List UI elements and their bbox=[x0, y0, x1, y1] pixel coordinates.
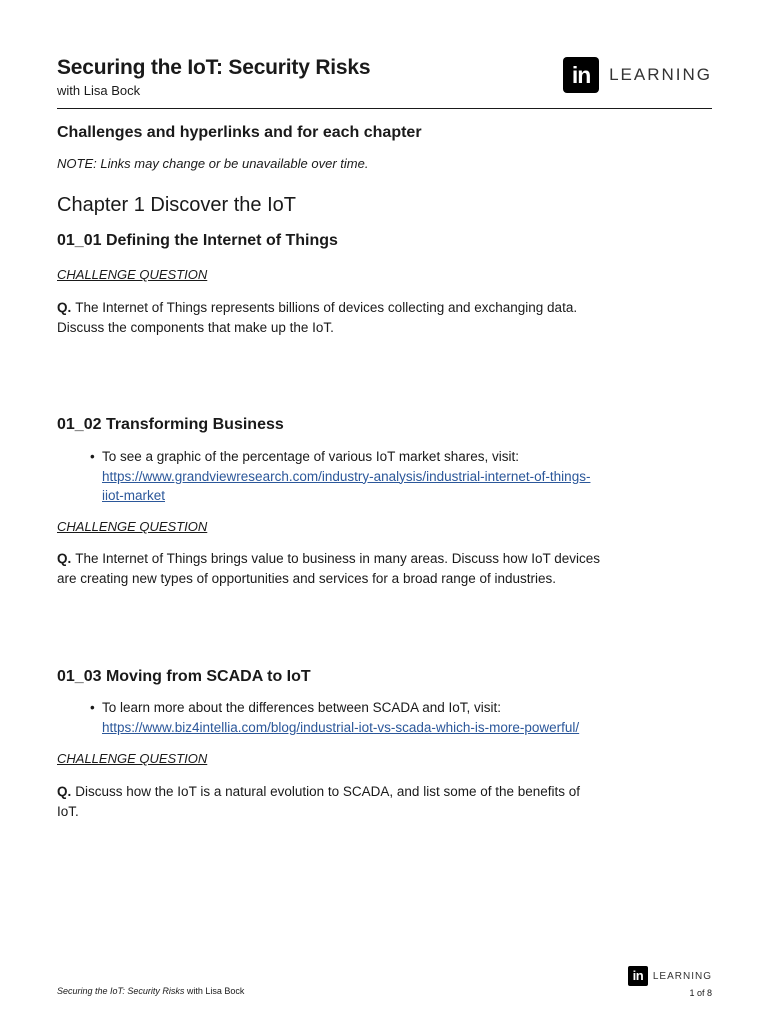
footer-author: with Lisa Bock bbox=[184, 986, 245, 996]
challenge-label: CHALLENGE QUESTION bbox=[57, 267, 208, 282]
question-text: The Internet of Things brings value to business in many areas. Discuss how IoT devices are creating new types of opportunities and services for a broad range of industries. bbox=[57, 551, 601, 586]
section-title-01-01: 01_01 Defining the Internet of Things bbox=[57, 232, 338, 249]
linkedin-in-icon: in bbox=[628, 966, 648, 986]
intro-heading: Challenges and hyperlinks and for each chapter bbox=[57, 124, 422, 141]
question-text: Discuss how the IoT is a natural evolution to SCADA, and list some of the benefits of IoT. bbox=[57, 784, 581, 819]
chapter-title: Chapter 1 Discover the IoT bbox=[57, 194, 296, 216]
page-number: 1 of 8 bbox=[689, 988, 712, 998]
bullet-text: To learn more about the differences between SCADA and IoT, visit: bbox=[102, 700, 501, 715]
document-author: with Lisa Bock bbox=[57, 83, 141, 98]
section-title-01-03: 01_03 Moving from SCADA to IoT bbox=[57, 668, 311, 685]
question-marker: Q. bbox=[57, 784, 72, 799]
challenge-label: CHALLENGE QUESTION bbox=[57, 519, 208, 534]
resource-bullet bbox=[90, 698, 610, 737]
bullet-text: To see a graphic of the percentage of various IoT market shares, visit: bbox=[102, 449, 519, 464]
challenge-label: CHALLENGE QUESTION bbox=[57, 751, 208, 766]
bullet-icon: • bbox=[90, 700, 95, 715]
question-marker: Q. bbox=[57, 300, 72, 315]
challenge-question bbox=[57, 298, 602, 337]
challenge-question bbox=[57, 782, 602, 821]
grandviewresearch-link[interactable]: https://www.grandviewresearch.com/industry-analysis/industrial-internet-of-things-iiot-market bbox=[102, 468, 591, 503]
linkedin-in-icon: in bbox=[563, 57, 599, 93]
footer-logo-wordmark: LEARNING bbox=[652, 970, 712, 982]
biz4intellia-link[interactable]: https://www.biz4intellia.com/blog/industrial-iot-vs-scada-which-is-more-powerful/ bbox=[102, 719, 580, 735]
section-title-01-02: 01_02 Transforming Business bbox=[57, 416, 284, 433]
resource-bullet bbox=[90, 447, 610, 506]
footer-course-title: Securing the IoT: Security Risks bbox=[57, 986, 185, 996]
document-header bbox=[57, 56, 712, 109]
question-marker: Q. bbox=[57, 551, 72, 566]
links-note: NOTE: Links may change or be unavailable over time. bbox=[57, 156, 369, 171]
document-title: Securing the IoT: Security Risks bbox=[57, 56, 371, 79]
challenge-question bbox=[57, 549, 602, 588]
footer-linkedin-learning-logo bbox=[628, 966, 712, 986]
logo-wordmark: LEARNING bbox=[609, 65, 712, 84]
linkedin-learning-logo bbox=[563, 57, 712, 93]
bullet-icon: • bbox=[90, 449, 95, 464]
question-text: The Internet of Things represents billions of devices collecting and exchanging data. Discuss the components that make up the IoT. bbox=[57, 300, 578, 335]
footer-course-info bbox=[57, 986, 244, 996]
